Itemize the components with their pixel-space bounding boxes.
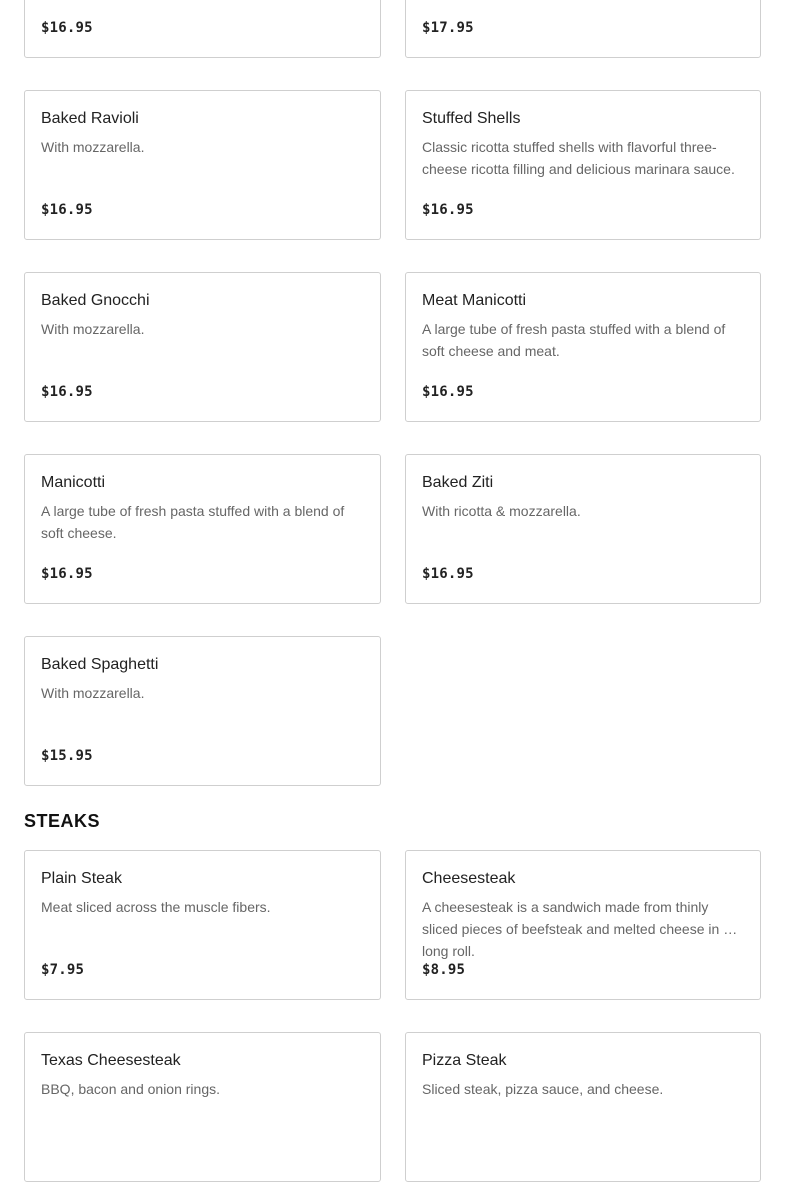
menu-item-card[interactable] <box>24 0 381 58</box>
menu-item-name: Manicotti <box>41 474 106 491</box>
menu-item-price: $15.95 <box>41 748 93 764</box>
menu-item-price: $16.95 <box>422 202 474 218</box>
menu-item-name: Baked Spaghetti <box>41 656 159 673</box>
menu-item-card-baked-gnocchi[interactable] <box>24 272 381 422</box>
menu-item-description: With mozzarella. <box>41 685 145 701</box>
menu-item-price: $16.95 <box>422 566 474 582</box>
menu-item-card-baked-ravioli[interactable] <box>24 90 381 240</box>
menu-item-name: Baked Ziti <box>422 474 494 491</box>
menu-item-card-baked-spaghetti[interactable] <box>24 636 381 786</box>
menu-item-description: A cheesesteak is a sandwich made from thinly sliced pieces of beefsteak and melted cheese in a long roll. <box>422 899 731 959</box>
menu-item-card-meat-manicotti[interactable] <box>405 272 761 422</box>
menu-item-price: $16.95 <box>41 202 93 218</box>
section-title-steaks: STEAKS <box>24 811 101 831</box>
menu-item-name: Plain Steak <box>41 870 122 887</box>
menu-item-price: $17.95 <box>422 20 474 36</box>
menu-item-price: $16.95 <box>41 566 93 582</box>
menu-item-name: Baked Ravioli <box>41 110 139 127</box>
menu-item-description: Meat sliced across the muscle fibers. <box>41 899 271 915</box>
menu-item-description: With mozzarella. <box>41 139 145 155</box>
menu-item-description: Sliced steak, pizza sauce, and cheese. <box>422 1081 664 1097</box>
menu-item-description: Classic ricotta stuffed shells with flavorful three-cheese ricotta filling and delicious marinara sauce. <box>422 139 735 177</box>
menu-item-card-plain-steak[interactable] <box>24 850 381 1000</box>
menu-item-price: $8.95 <box>422 962 466 978</box>
menu-item-description: With mozzarella. <box>41 321 145 337</box>
menu-item-price: $16.95 <box>41 20 93 36</box>
menu-item-name: Texas Cheesesteak <box>41 1052 181 1069</box>
pasta-items-grid <box>24 0 761 786</box>
menu-item-description: A large tube of fresh pasta stuffed with a blend of soft cheese and meat. <box>422 321 726 359</box>
menu-item-name: Cheesesteak <box>422 870 516 887</box>
menu-item-name: Meat Manicotti <box>422 292 527 309</box>
menu-item-description: BBQ, bacon and onion rings. <box>41 1081 221 1097</box>
menu-item-name: Baked Gnocchi <box>41 292 150 309</box>
menu-item-card-texas-cheesesteak[interactable] <box>24 1032 381 1182</box>
menu-item-name: Stuffed Shells <box>422 110 521 127</box>
menu-item-card-baked-ziti[interactable] <box>405 454 761 604</box>
menu-item-description: With ricotta & mozzarella. <box>422 503 581 519</box>
menu-item-card-manicotti[interactable] <box>24 454 381 604</box>
menu-item-card-cheesesteak[interactable] <box>405 850 761 1000</box>
menu-item-price: $16.95 <box>41 384 93 400</box>
menu-item-card[interactable] <box>405 0 761 58</box>
menu-item-card-stuffed-shells[interactable] <box>405 90 761 240</box>
menu-item-description: A large tube of fresh pasta stuffed with a blend of soft cheese. <box>41 503 345 541</box>
menu-item-price: $7.95 <box>41 962 85 978</box>
menu-item-card-pizza-steak[interactable] <box>405 1032 761 1182</box>
steaks-items-grid <box>24 850 761 1182</box>
menu-item-price: $16.95 <box>422 384 474 400</box>
menu-item-name: Pizza Steak <box>422 1052 507 1069</box>
